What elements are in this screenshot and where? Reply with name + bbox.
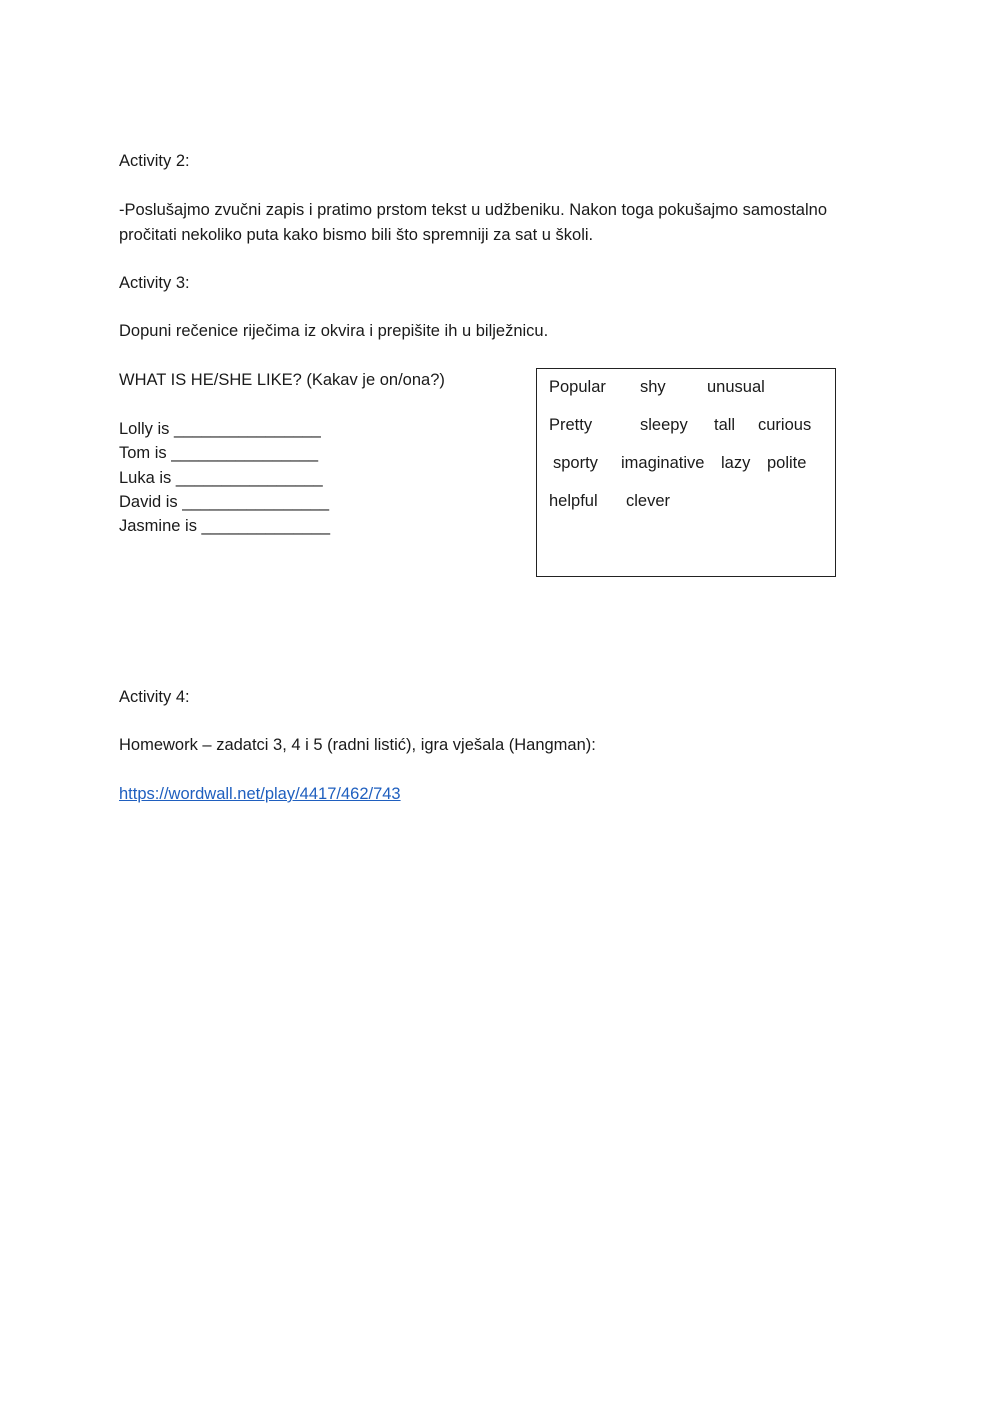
word-box: [536, 368, 836, 577]
sentence-tom: Tom is ________________: [119, 444, 319, 462]
activity-3-question: WHAT IS HE/SHE LIKE? (Kakav je on/ona?): [119, 371, 445, 389]
sentence-jasmine: Jasmine is ______________: [119, 517, 330, 535]
activity-4-heading: Activity 4:: [119, 688, 190, 706]
word-popular: Popular: [549, 378, 606, 396]
word-sleepy: sleepy: [640, 416, 688, 434]
word-sporty: sporty: [553, 454, 598, 472]
sentence-lolly: Lolly is ________________: [119, 420, 321, 438]
homework-text: Homework – zadatci 3, 4 i 5 (radni listić), igra vješala (Hangman):: [119, 736, 596, 754]
word-pretty: Pretty: [549, 416, 593, 434]
word-shy: shy: [640, 378, 666, 396]
word-tall: tall: [714, 416, 736, 434]
sentence-luka: Luka is ________________: [119, 469, 323, 487]
activity-2-text-line-2: pročitati nekoliko puta kako bismo bili što spremniji za sat u školi.: [119, 226, 594, 244]
activity-2-text-line-1: -Poslušajmo zvučni zapis i pratimo prstom tekst u udžbeniku. Nakon toga pokušajmo samostalno: [119, 201, 828, 219]
wordwall-link[interactable]: https://wordwall.net/play/4417/462/743: [119, 785, 401, 803]
activity-3-heading: Activity 3:: [119, 274, 190, 292]
word-imaginative: imaginative: [621, 454, 705, 472]
word-helpful: helpful: [549, 492, 598, 510]
word-curious: curious: [758, 416, 812, 434]
word-clever: clever: [626, 492, 671, 510]
sentence-david: David is ________________: [119, 493, 330, 511]
activity-2-heading: Activity 2:: [119, 152, 190, 170]
word-polite: polite: [767, 454, 807, 472]
word-lazy: lazy: [721, 454, 751, 472]
word-unusual: unusual: [707, 378, 765, 396]
activity-3-instruction: Dopuni rečenice riječima iz okvira i prepišite ih u bilježnicu.: [119, 322, 549, 340]
